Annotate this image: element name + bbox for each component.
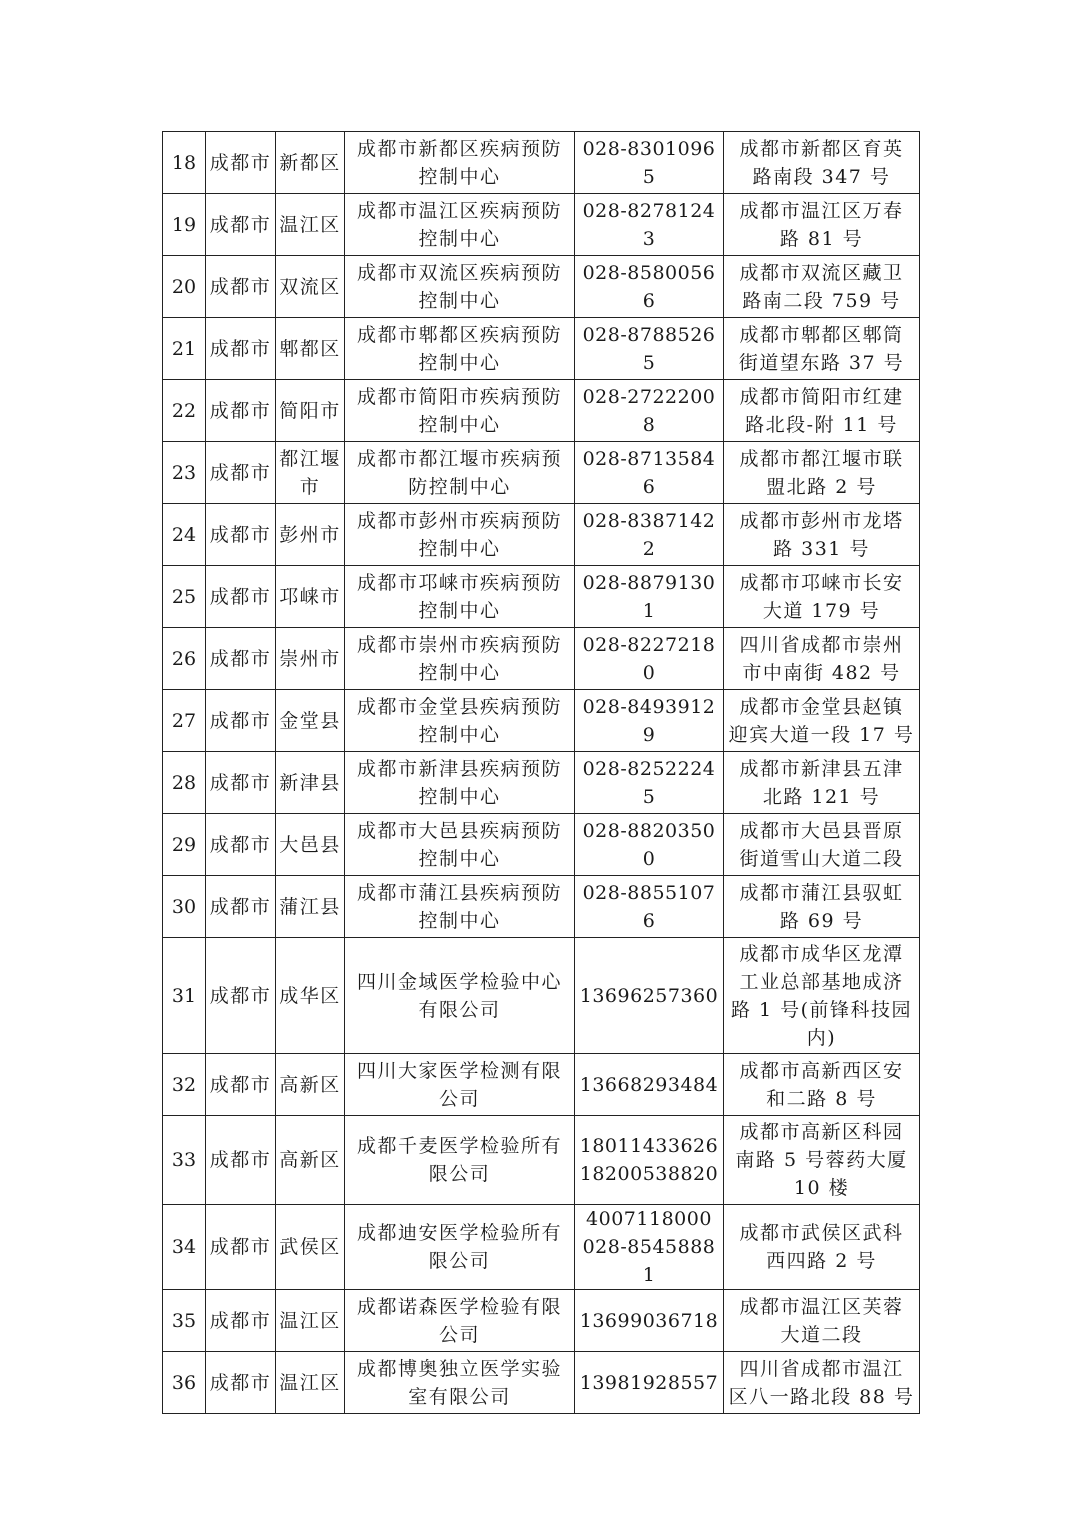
organization-cell: 成都迪安医学检验所有 限公司	[345, 1205, 575, 1290]
district-cell: 高新区	[276, 1054, 345, 1116]
city-cell: 成都市	[206, 318, 276, 380]
phone-cell: 028-82522245	[575, 752, 724, 814]
row-number: 19	[163, 194, 206, 256]
organization-cell: 成都市双流区疾病预防 控制中心	[345, 256, 575, 318]
district-cell: 崇州市	[276, 628, 345, 690]
address-cell: 成都市新津县五津 北路 121 号	[724, 752, 920, 814]
phone-cell: 028-83871422	[575, 504, 724, 566]
district-cell: 双流区	[276, 256, 345, 318]
row-number: 35	[163, 1290, 206, 1352]
city-cell: 成都市	[206, 256, 276, 318]
address-cell: 成都市彭州市龙塔 路 331 号	[724, 504, 920, 566]
row-number: 28	[163, 752, 206, 814]
phone-cell: 028-88551076	[575, 876, 724, 938]
table-row	[163, 1054, 920, 1116]
address-cell: 成都市高新西区安 和二路 8 号	[724, 1054, 920, 1116]
table-row	[163, 380, 920, 442]
phone-cell: 13668293484	[575, 1054, 724, 1116]
city-cell: 成都市	[206, 194, 276, 256]
organization-cell: 成都市温江区疾病预防 控制中心	[345, 194, 575, 256]
city-cell: 成都市	[206, 380, 276, 442]
city-cell: 成都市	[206, 938, 276, 1054]
organization-cell: 成都诺森医学检验有限 公司	[345, 1290, 575, 1352]
city-cell: 成都市	[206, 1116, 276, 1205]
organization-cell: 成都千麦医学检验所有 限公司	[345, 1116, 575, 1205]
table-row	[163, 256, 920, 318]
address-cell: 成都市温江区芙蓉 大道二段	[724, 1290, 920, 1352]
row-number: 29	[163, 814, 206, 876]
table-row	[163, 566, 920, 628]
city-cell: 成都市	[206, 752, 276, 814]
table-row	[163, 442, 920, 504]
city-cell: 成都市	[206, 566, 276, 628]
address-cell: 成都市新都区育英 路南段 347 号	[724, 132, 920, 194]
table-row	[163, 1352, 920, 1414]
phone-cell: 028-85800566	[575, 256, 724, 318]
organization-cell: 成都市金堂县疾病预防 控制中心	[345, 690, 575, 752]
address-cell: 成都市郫都区郫筒 街道望东路 37 号	[724, 318, 920, 380]
row-number: 32	[163, 1054, 206, 1116]
phone-cell: 028-87885265	[575, 318, 724, 380]
organization-cell: 成都市崇州市疾病预防 控制中心	[345, 628, 575, 690]
address-cell: 成都市金堂县赵镇 迎宾大道一段 17 号	[724, 690, 920, 752]
row-number: 31	[163, 938, 206, 1054]
phone-cell: 18011433626 18200538820	[575, 1116, 724, 1205]
phone-cell: 13699036718	[575, 1290, 724, 1352]
phone-cell: 028-87135846	[575, 442, 724, 504]
organization-cell: 成都市蒲江县疾病预防 控制中心	[345, 876, 575, 938]
table-row	[163, 628, 920, 690]
district-cell: 邛崃市	[276, 566, 345, 628]
row-number: 20	[163, 256, 206, 318]
phone-cell: 4007118000 028-85458881	[575, 1205, 724, 1290]
city-cell: 成都市	[206, 1352, 276, 1414]
phone-cell: 028-84939129	[575, 690, 724, 752]
address-cell: 成都市大邑县晋原 街道雪山大道二段	[724, 814, 920, 876]
city-cell: 成都市	[206, 628, 276, 690]
address-cell: 成都市武侯区武科 西四路 2 号	[724, 1205, 920, 1290]
row-number: 26	[163, 628, 206, 690]
organization-cell: 成都市新津县疾病预防 控制中心	[345, 752, 575, 814]
city-cell: 成都市	[206, 814, 276, 876]
organization-cell: 成都市大邑县疾病预防 控制中心	[345, 814, 575, 876]
city-cell: 成都市	[206, 132, 276, 194]
phone-cell: 028-88203500	[575, 814, 724, 876]
district-cell: 郫都区	[276, 318, 345, 380]
organization-cell: 成都市彭州市疾病预防 控制中心	[345, 504, 575, 566]
organization-cell: 成都博奥独立医学实验 室有限公司	[345, 1352, 575, 1414]
phone-cell: 028-83010965	[575, 132, 724, 194]
table-row	[163, 1116, 920, 1205]
district-cell: 新津县	[276, 752, 345, 814]
table-row	[163, 690, 920, 752]
district-cell: 新都区	[276, 132, 345, 194]
organization-cell: 四川金域医学检验中心 有限公司	[345, 938, 575, 1054]
address-cell: 四川省成都市温江 区八一路北段 88 号	[724, 1352, 920, 1414]
district-cell: 简阳市	[276, 380, 345, 442]
organization-cell: 成都市郫都区疾病预防 控制中心	[345, 318, 575, 380]
organization-cell: 成都市新都区疾病预防 控制中心	[345, 132, 575, 194]
row-number: 33	[163, 1116, 206, 1205]
table-row	[163, 1290, 920, 1352]
row-number: 22	[163, 380, 206, 442]
row-number: 23	[163, 442, 206, 504]
district-cell: 温江区	[276, 1290, 345, 1352]
phone-cell: 13981928557	[575, 1352, 724, 1414]
table-row	[163, 1205, 920, 1290]
district-cell: 都江堰 市	[276, 442, 345, 504]
organization-cell: 四川大家医学检测有限 公司	[345, 1054, 575, 1116]
row-number: 24	[163, 504, 206, 566]
address-cell: 四川省成都市崇州 市中南街 482 号	[724, 628, 920, 690]
city-cell: 成都市	[206, 504, 276, 566]
district-cell: 大邑县	[276, 814, 345, 876]
table-row	[163, 504, 920, 566]
organization-cell: 成都市都江堰市疾病预 防控制中心	[345, 442, 575, 504]
district-cell: 成华区	[276, 938, 345, 1054]
city-cell: 成都市	[206, 1054, 276, 1116]
district-cell: 温江区	[276, 194, 345, 256]
table-row	[163, 876, 920, 938]
testing-institutions-table	[162, 131, 920, 1414]
row-number: 27	[163, 690, 206, 752]
address-cell: 成都市温江区万春 路 81 号	[724, 194, 920, 256]
district-cell: 温江区	[276, 1352, 345, 1414]
district-cell: 金堂县	[276, 690, 345, 752]
district-cell: 蒲江县	[276, 876, 345, 938]
row-number: 34	[163, 1205, 206, 1290]
table-row	[163, 318, 920, 380]
table-row	[163, 814, 920, 876]
city-cell: 成都市	[206, 1205, 276, 1290]
city-cell: 成都市	[206, 442, 276, 504]
phone-cell: 028-82272180	[575, 628, 724, 690]
address-cell: 成都市蒲江县驭虹 路 69 号	[724, 876, 920, 938]
address-cell: 成都市简阳市红建 路北段-附 11 号	[724, 380, 920, 442]
row-number: 18	[163, 132, 206, 194]
row-number: 30	[163, 876, 206, 938]
district-cell: 高新区	[276, 1116, 345, 1205]
city-cell: 成都市	[206, 876, 276, 938]
address-cell: 成都市都江堰市联 盟北路 2 号	[724, 442, 920, 504]
phone-cell: 13696257360	[575, 938, 724, 1054]
row-number: 36	[163, 1352, 206, 1414]
address-cell: 成都市高新区科园 南路 5 号蓉药大厦 10 楼	[724, 1116, 920, 1205]
phone-cell: 028-82781243	[575, 194, 724, 256]
address-cell: 成都市双流区藏卫 路南二段 759 号	[724, 256, 920, 318]
table-row	[163, 132, 920, 194]
district-cell: 武侯区	[276, 1205, 345, 1290]
table-row	[163, 752, 920, 814]
district-cell: 彭州市	[276, 504, 345, 566]
row-number: 21	[163, 318, 206, 380]
organization-cell: 成都市简阳市疾病预防 控制中心	[345, 380, 575, 442]
table-body	[163, 132, 920, 1414]
address-cell: 成都市邛崃市长安 大道 179 号	[724, 566, 920, 628]
organization-cell: 成都市邛崃市疾病预防 控制中心	[345, 566, 575, 628]
city-cell: 成都市	[206, 1290, 276, 1352]
phone-cell: 028-88791301	[575, 566, 724, 628]
city-cell: 成都市	[206, 690, 276, 752]
table-row	[163, 194, 920, 256]
phone-cell: 028-27222008	[575, 380, 724, 442]
address-cell: 成都市成华区龙潭 工业总部基地成济 路 1 号(前锋科技园 内)	[724, 938, 920, 1054]
table-row	[163, 938, 920, 1054]
row-number: 25	[163, 566, 206, 628]
